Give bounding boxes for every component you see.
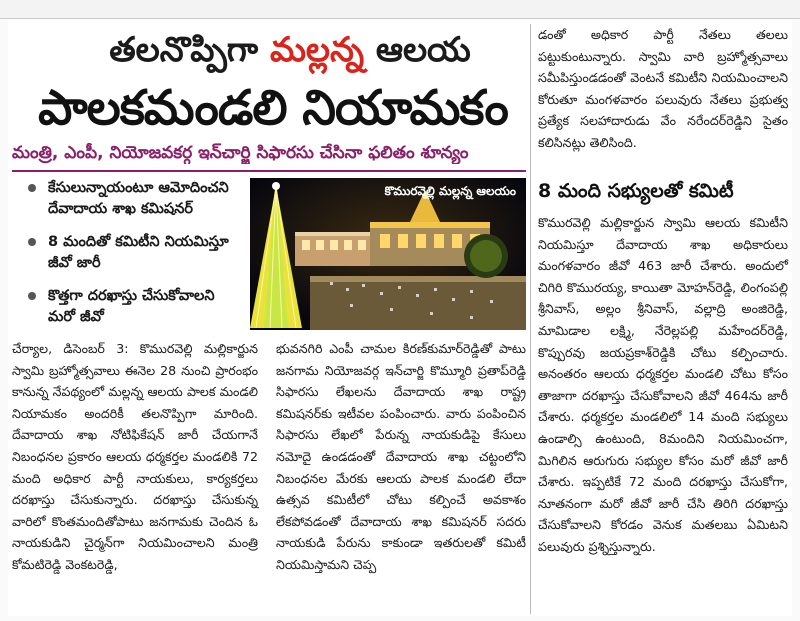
headline-line1 — [80, 30, 500, 70]
subheadline-rule — [12, 170, 526, 172]
highlight-text: కొత్తగా దరఖాస్తు చేసుకోవాలని మరో జీవో — [48, 288, 215, 325]
headline-line2: పాలకమండలి నియామకం — [38, 80, 508, 136]
bullet-icon — [28, 292, 36, 300]
bullet-icon — [28, 184, 36, 192]
article-column-3-bottom — [538, 212, 788, 558]
page-top-strip — [0, 0, 800, 19]
subheadline: మంత్రి, ఎంపీ, నియోజవకర్గ ఇన్‌చార్జి సిఫారసు చేసినా ఫలితం శూన్యం — [12, 143, 469, 163]
highlight-item — [22, 286, 244, 328]
temple-photo — [250, 178, 526, 330]
highlight-text: 8 మందితో కమిటీని నియమిస్తూ జీవో జారీ — [48, 234, 229, 271]
photo-caption: కొమురవెల్లి మల్లన్న ఆలయం — [384, 184, 516, 198]
bullet-icon — [28, 238, 36, 246]
column-1-text: చేర్యాల, డిసెంబర్ 3: కొమురవెల్లి మల్లికార్జున స్వామి బ్రహ్మోత్సవాలు ఈనెల 28 నుంచి ప్రారంభం కానున్న నేపథ్యంలో మల్లన్న ఆలయ పాలక మండలి నియామకం అందరికీ తలనొప్పిగా మారింది. దేవాదాయ శాఖ నోటిఫికేషన్ జారీ చేయగానే నిబంధనల ప్రకారం ఆలయ ధర్మకర్తల మండలికి 72 మంది అధికార పార్టీ నాయకులు, కార్యకర్తలు దరఖాస్తు చేసుకున్నారు. దరఖాస్తు చేసుకున్న వారిలో కొంతమందితోపాటు జనగామకు చెందిన ఓ నాయకుడిని చైర్మన్‌గా నియమించాలని మంత్రి కోమటిరెడ్డి వెంకటరెడ్డి, — [12, 341, 258, 572]
highlight-text: కేసులున్నాయంటూ ఆమోదించని దేవాదాయ శాఖ కమిషనర్ — [48, 180, 229, 217]
column-3-bottom-text: కొమురవెల్లి మల్లికార్జున స్వామి ఆలయ కమిటీని నియమిస్తూ దేవాదాయ శాఖ అధికారులు మంగళవారం జీవో 463 జారీ చేశారు. అందులో చిగిరి కొమురయ్య, కాయితా మోహన్‌రెడ్డి, లింగంపల్లి శ్రీనివాస్, అల్లం శ్రీనివాస్, వల్లాద్రి అంజిరెడ్డి, మామిడాల లక్ష్మి, నేరెల్లపల్లి మహేందర్‌రెడ్డి, కొప్పురవు జయప్రకాశ్‌రెడ్డికి చోటు కల్పించారు. అనంతరం ఆలయ ధర్మకర్తల మండలి చోటు కోసం తాజాగా దరఖాస్తు చేసుకోవాలని జీవో 464ను జారీ చేశారు. ధర్మకర్తల మండలిలో 14 మంది సభ్యులు ఉండాల్సి ఉంటుంది, 8మందిని నియమించగా, మిగిలిన ఆరుగురు సభ్యుల కోసం మరో జీవో జారీ చేశారు. ఇప్పటికే 72 మంది దరఖాస్తు చేసుకోగా, నూతనంగా మరో జీవో జారీ చేసి తిరిగి దరఖాస్తు చేసుకోవాలని కోరడం వెనుక మతలబు ఏమిటని పలువురు ప్రశ్నిస్తున్నారు. — [538, 215, 788, 554]
highlight-item — [22, 232, 244, 274]
column-3-top-text: డంతో అధికార పార్టీ నేతలు తలలు పట్టుకుంటున్నారు. స్వామి వారి బ్రహ్మోత్సవాలు సమీపిస్తుండడంతో వెంటనే కమిటీని నియమించాలని కోరుతూ మంగళవారం పలువురు నేతలు ప్రభుత్వ ప్రత్యేక సలహాదారుడు వేం నరేందర్‌రెడ్డిని సైతం కలిసినట్లు తెలిసింది. — [538, 27, 788, 150]
headline-highlight: మల్లన్న — [269, 30, 364, 70]
highlight-item — [22, 178, 244, 220]
article-column-1 — [12, 338, 258, 576]
highlights-list — [22, 178, 244, 340]
headline-suffix: ఆలయ — [363, 30, 471, 70]
headline-prefix: తలనొప్పిగా — [109, 30, 270, 70]
article-column-2 — [276, 338, 526, 576]
column-2-text: భువనగిరి ఎంపీ చామల కిరణ్‌కుమార్‌రెడ్డితో పాటు జనగామ నియోజవర్గ ఇన్‌చార్జి కొమ్మూరి ప్రతాప్‌రెడ్డి సిఫారసు లేఖలను దేవాదాయ శాఖ రాష్ట్ర కమిషనర్‌కు ఇటీవల పంపించారు. వారు పంపించిన సిఫారసు లేఖలో పేరున్న నాయకుడిపై కేసులు నమోదై ఉండడంతో దేవాదాయ శాఖ చట్టంలోని నిబంధనల మేరకు ఆలయ పాలక మండలి లేదా ఉత్సవ కమిటీలో చోటు కల్పించే అవకాశం లేకపోవడంతో దేవాదాయ శాఖ కమిషనర్ సదరు నాయకుడి పేరును కాకుండా ఇతరులతో కమిటీ నియమిస్తామని చెప్ప — [276, 341, 526, 572]
section-heading: 8 మంది సభ్యులతో కమిటీ — [538, 180, 734, 202]
column-divider — [530, 24, 531, 614]
article-column-3-top — [538, 24, 788, 154]
